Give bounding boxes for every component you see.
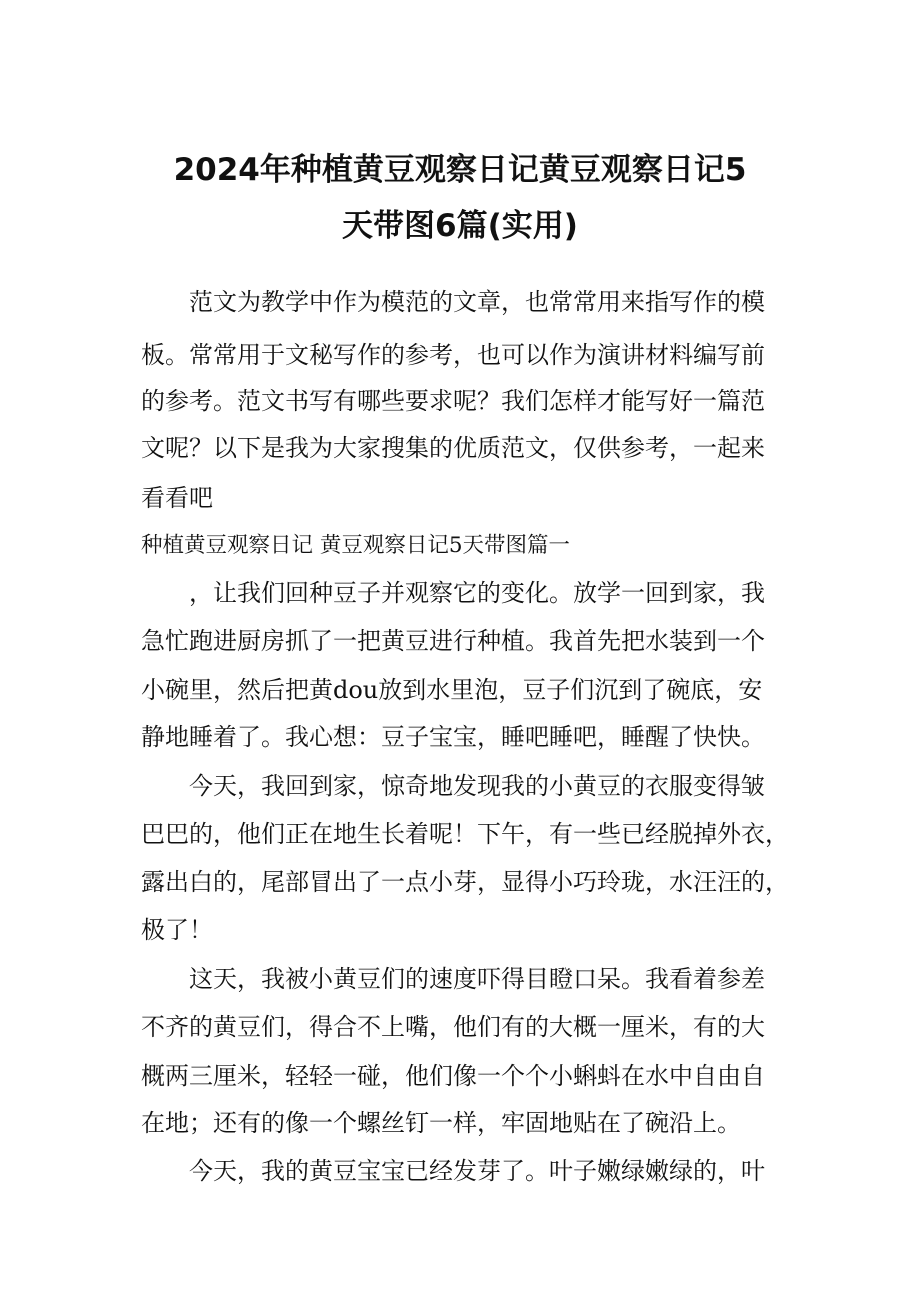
body-paragraph-line: 今天，我的黄豆宝宝已经发芽了。叶子嫩绿嫩绿的，叶	[189, 1157, 765, 1185]
intro-paragraph-line: 文呢？以下是我为大家搜集的优质范文，仅供参考，一起来	[141, 434, 765, 462]
document-title-line-1: 2024年种植黄豆观察日记黄豆观察日记5	[173, 152, 747, 188]
body-paragraph-line: 不齐的黄豆们，得合不上嘴，他们有的大概一厘米，有的大	[141, 1013, 765, 1041]
body-paragraph-line: 今天，我回到家，惊奇地发现我的小黄豆的衣服变得皱	[189, 772, 765, 800]
body-paragraph-line: 这天，我被小黄豆们的速度吓得目瞪口呆。我看着参差	[189, 965, 765, 993]
body-paragraph-line: 巴巴的，他们正在地生长着呢！下午，有一些已经脱掉外衣，	[141, 820, 789, 848]
body-paragraph-line: 急忙跑进厨房抓了一把黄豆进行种植。我首先把水装到一个	[141, 627, 765, 655]
body-paragraph-line: 概两三厘米，轻轻一碰，他们像一个个小蝌蚪在水中自由自	[141, 1062, 765, 1090]
body-paragraph-line: ，让我们回种豆子并观察它的变化。放学一回到家，我	[189, 579, 765, 607]
body-paragraph-line: 极了！	[141, 916, 213, 944]
intro-paragraph-line: 看看吧	[141, 484, 213, 512]
intro-paragraph-line: 板。常常用于文秘写作的参考，也可以作为演讲材料编写前	[141, 341, 765, 369]
body-paragraph-line: 在地；还有的像一个螺丝钉一样，牢固地贴在了碗沿上。	[141, 1109, 741, 1137]
section-heading: 种植黄豆观察日记 黄豆观察日记5天带图篇一	[141, 533, 571, 558]
body-paragraph-line: 静地睡着了。我心想：豆子宝宝，睡吧睡吧，睡醒了快快。	[141, 723, 765, 751]
intro-paragraph-line: 范文为教学中作为模范的文章，也常常用来指写作的模	[189, 288, 765, 316]
document-title-line-2: 天带图6篇(实用)	[342, 208, 578, 244]
body-paragraph-line: 小碗里，然后把黄dou放到水里泡，豆子们沉到了碗底，安	[141, 676, 763, 704]
body-paragraph-line: 露出白的，尾部冒出了一点小芽，显得小巧玲珑，水汪汪的，	[141, 868, 789, 896]
intro-paragraph-line: 的参考。范文书写有哪些要求呢？我们怎样才能写好一篇范	[141, 387, 765, 415]
